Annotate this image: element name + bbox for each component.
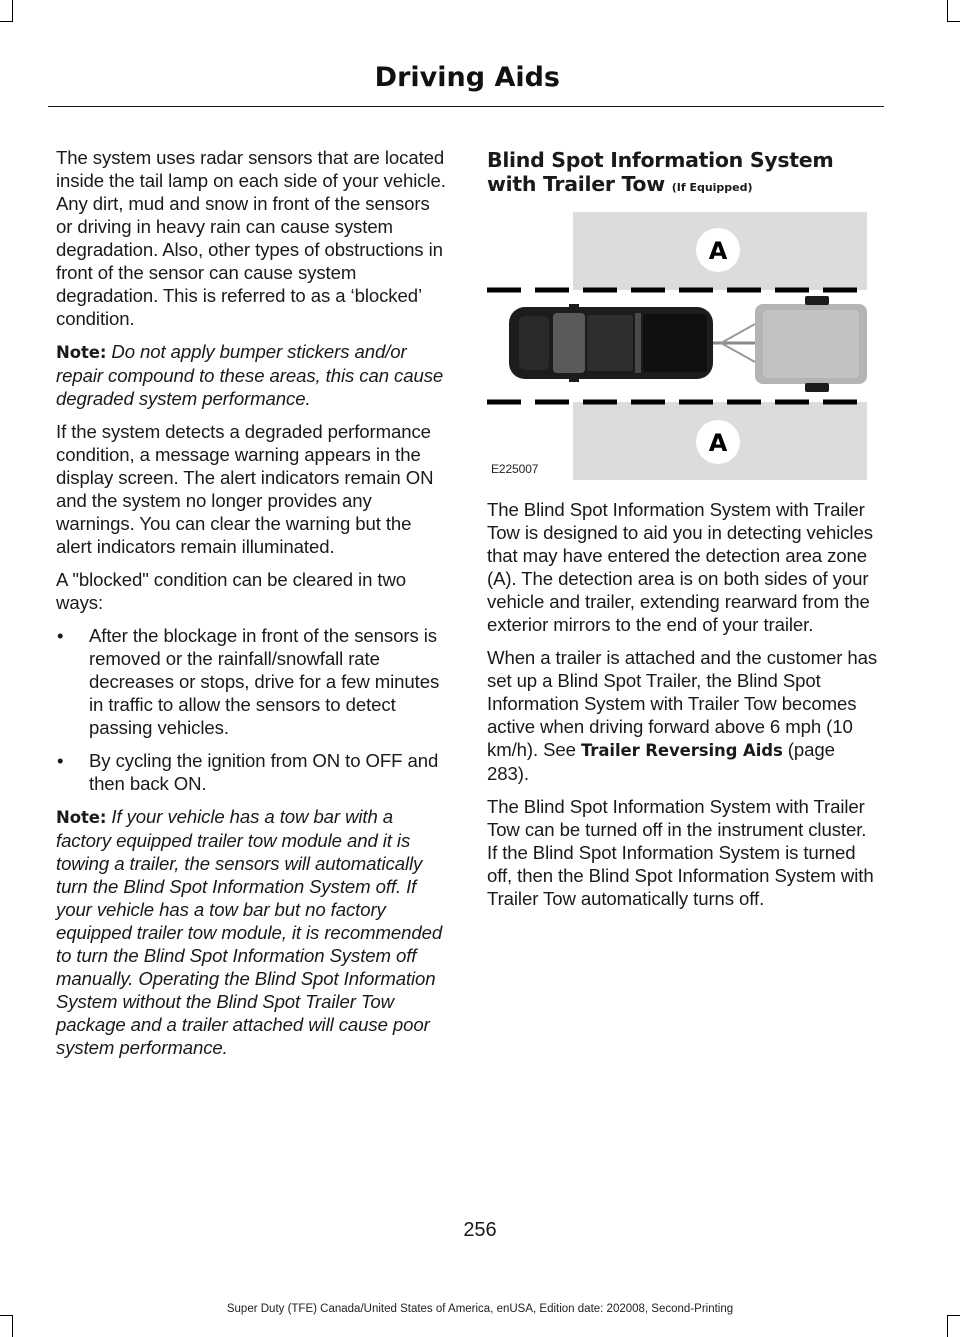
figure-id: E225007 (491, 462, 539, 476)
footer-edition: Super Duty (TFE) Canada/United States of America, enUSA, Edition date: 202008, Second-Printing (226, 1303, 734, 1315)
paragraph-degraded-performance: If the system detects a degraded performance condition, a message warning appears in the display screen. The alert indicators remain ON and the system no longer provides any warnings. You can clear the warning but the alert indicators remain illuminated. (56, 421, 434, 557)
crop-mark (12, 1315, 13, 1337)
paragraph-blocked-condition: A "blocked" condition can be cleared in two ways: (56, 569, 407, 613)
note-label: Note: (56, 808, 107, 827)
right-column (487, 146, 881, 920)
list-item: • By cycling the ignition from ON to OFF and then back ON. (56, 749, 448, 795)
zone-label-top-text: A (708, 237, 728, 265)
blind-spot-trailer-figure (487, 212, 867, 480)
page-number: 256 (463, 1219, 497, 1241)
crop-mark (947, 0, 948, 22)
page-reference: (page 283). (487, 739, 835, 784)
truck-icon (509, 304, 713, 382)
section-title-text: Blind Spot Information System with Trailer Tow (487, 148, 834, 196)
trailer-icon (755, 296, 867, 392)
note-tow-bar (56, 805, 448, 1059)
running-header: Driving Aids (374, 62, 560, 93)
crop-mark (12, 0, 13, 22)
activation-text: When a trailer is attached and the customer has set up a Blind Spot Trailer, the Blind Spot Information System with Trailer Tow becomes active when driving forward above 6 mph (10 km/h). See (487, 647, 878, 760)
crop-mark (947, 1315, 948, 1337)
paragraph-turn-off: The Blind Spot Information System with Trailer Tow can be turned off in the instrument cluster. If the Blind Spot Information System is turned off, then the Blind Spot Information System with Trailer Tow automatically turns off. (487, 796, 874, 909)
paragraph-radar-sensors: The system uses radar sensors that are located inside the tail lamp on each side of your vehicle. Any dirt, mud and snow in front of the sensors or driving in heavy rain can cause system degradation. Also, other types of obstructions in front of the sensor can cause system degradation. This is referred to as a ‘blocked’ condition. (56, 147, 446, 329)
crop-mark (947, 1315, 960, 1316)
section-qualifier: (If Equipped) (671, 181, 753, 194)
note-text: If your vehicle has a tow bar with a factory equipped trailer tow module and it is towing a trailer, the sensors will automatically turn the Blind Spot Information System off. If your vehicle has a tow bar but no factory equipped trailer tow module, it is recommended to turn the Blind Spot Information System off manually. Operating the Blind Spot Information System without the Blind Spot Trailer Tow package and a trailer attached will cause poor system performance. (56, 806, 443, 1058)
crop-mark (0, 1315, 13, 1316)
paragraph-activation (487, 646, 881, 785)
list-item: • After the blockage in front of the sensors is removed or the rainfall/snowfall rate decreases or stops, drive for a few minutes in traffic to allow the sensors to detect passing vehicles. (56, 624, 448, 739)
bullet-list (56, 624, 448, 795)
zone-label-bottom-text: A (708, 429, 728, 457)
crop-mark (947, 21, 960, 22)
paragraph-system-description: The Blind Spot Information System with Trailer Tow is designed to aid you in detecting vehicles that may have entered the detection area zone (A). The detection area is on both sides of your vehicle and trailer, extending rearward from the exterior mirrors to the end of your trailer. (487, 499, 873, 635)
note-label: Note: (56, 343, 107, 362)
note-bumper-stickers (56, 340, 448, 410)
crop-mark (0, 21, 13, 22)
trailer-reversing-aids-link[interactable]: Trailer Reversing Aids (580, 741, 783, 760)
note-text: Do not apply bumper stickers and/or repair compound to these areas, this can cause degraded system performance. (56, 341, 444, 409)
figure-illustration (487, 212, 867, 480)
header-rule (48, 106, 884, 107)
section-title (487, 148, 881, 200)
left-column (56, 146, 448, 1069)
